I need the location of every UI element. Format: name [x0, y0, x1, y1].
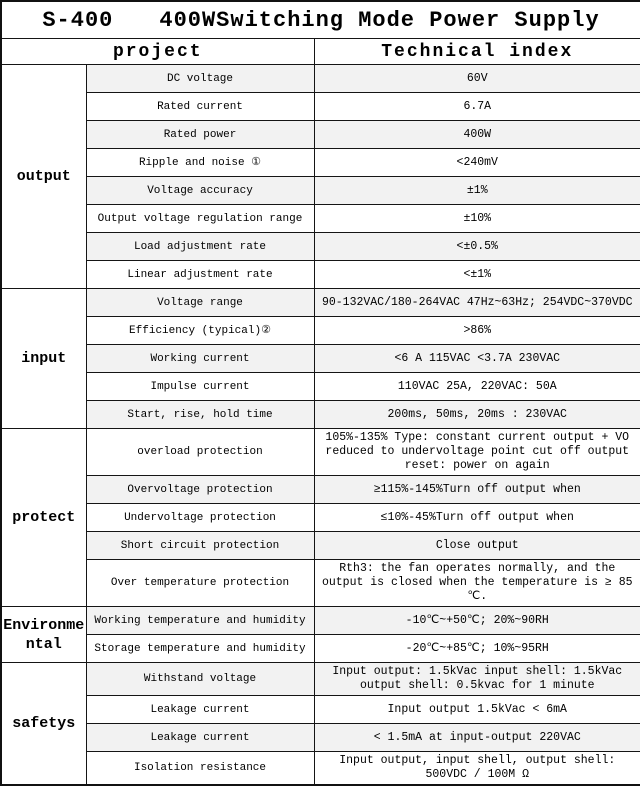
value-cell: 400W	[314, 121, 640, 149]
value-cell: -20℃~+85℃; 10%~95RH	[314, 635, 640, 663]
table-row	[1, 149, 640, 177]
parameter-cell: Voltage accuracy	[86, 177, 314, 205]
table-row	[1, 233, 640, 261]
table-row	[1, 476, 640, 504]
value-cell: < 1.5mA at input-output 220VAC	[314, 724, 640, 752]
parameter-cell: Impulse current	[86, 373, 314, 401]
parameter-cell: Linear adjustment rate	[86, 261, 314, 289]
parameter-cell: Start, rise, hold time	[86, 401, 314, 429]
parameter-cell: Short circuit protection	[86, 532, 314, 560]
value-cell: 105%-135% Type: constant current output + VO reduced to undervoltage point cut off output reset: power on again	[314, 429, 640, 476]
table-row	[1, 401, 640, 429]
value-cell: ≤10%-45%Turn off output when	[314, 504, 640, 532]
value-cell: ≥115%-145%Turn off output when	[314, 476, 640, 504]
value-cell: Rth3: the fan operates normally, and the output is closed when the temperature is ≥ 85 ℃.	[314, 560, 640, 607]
parameter-cell: Load adjustment rate	[86, 233, 314, 261]
table-row	[1, 635, 640, 663]
table-row	[1, 177, 640, 205]
category-cell: safetys	[1, 663, 86, 786]
header-row	[1, 39, 640, 65]
parameter-cell: Output voltage regulation range	[86, 205, 314, 233]
table-row	[1, 65, 640, 93]
table-row	[1, 752, 640, 786]
value-cell: 200ms, 50ms, 20ms : 230VAC	[314, 401, 640, 429]
parameter-cell: Voltage range	[86, 289, 314, 317]
table-row	[1, 504, 640, 532]
table-row	[1, 289, 640, 317]
table-row	[1, 663, 640, 696]
table-row	[1, 373, 640, 401]
table-row	[1, 345, 640, 373]
value-cell: 90-132VAC/180-264VAC 47Hz~63Hz; 254VDC~370VDC	[314, 289, 640, 317]
table-row	[1, 607, 640, 635]
table-row	[1, 261, 640, 289]
parameter-cell: Efficiency (typical)②	[86, 317, 314, 345]
category-cell: protect	[1, 429, 86, 607]
value-cell: ±1%	[314, 177, 640, 205]
column-header-project: project	[1, 39, 314, 65]
table-row	[1, 532, 640, 560]
table-row	[1, 429, 640, 476]
parameter-cell: Rated current	[86, 93, 314, 121]
table-row	[1, 121, 640, 149]
parameter-cell: Working current	[86, 345, 314, 373]
parameter-cell: DC voltage	[86, 65, 314, 93]
table-row	[1, 560, 640, 607]
value-cell: >86%	[314, 317, 640, 345]
table-row	[1, 93, 640, 121]
table-row	[1, 317, 640, 345]
parameter-cell: Leakage current	[86, 696, 314, 724]
parameter-cell: Undervoltage protection	[86, 504, 314, 532]
parameter-cell: Working temperature and humidity	[86, 607, 314, 635]
value-cell: 60V	[314, 65, 640, 93]
category-cell: input	[1, 289, 86, 429]
value-cell: <6 A 115VAC <3.7A 230VAC	[314, 345, 640, 373]
value-cell: <±0.5%	[314, 233, 640, 261]
category-cell: output	[1, 65, 86, 289]
table-row	[1, 205, 640, 233]
value-cell: -10℃~+50℃; 20%~90RH	[314, 607, 640, 635]
parameter-cell: Overvoltage protection	[86, 476, 314, 504]
value-cell: 6.7A	[314, 93, 640, 121]
parameter-cell: Storage temperature and humidity	[86, 635, 314, 663]
parameter-cell: Rated power	[86, 121, 314, 149]
value-cell: Input output 1.5kVac < 6mA	[314, 696, 640, 724]
parameter-cell: Leakage current	[86, 724, 314, 752]
category-cell: Environmental	[1, 607, 86, 663]
page-title	[1, 1, 640, 39]
parameter-cell: Isolation resistance	[86, 752, 314, 786]
value-cell: <±1%	[314, 261, 640, 289]
table-row	[1, 696, 640, 724]
value-cell: Close output	[314, 532, 640, 560]
model-label: S-400	[42, 7, 114, 33]
parameter-cell: overload protection	[86, 429, 314, 476]
title-row	[1, 1, 640, 39]
product-name-label: 400WSwitching Mode Power Supply	[159, 7, 600, 33]
column-header-technical-index: Technical index	[314, 39, 640, 65]
spec-table-body	[1, 1, 640, 785]
value-cell: ±10%	[314, 205, 640, 233]
value-cell: 110VAC 25A, 220VAC: 50A	[314, 373, 640, 401]
value-cell: Input output, input shell, output shell: 500VDC / 100M Ω	[314, 752, 640, 786]
value-cell: <240mV	[314, 149, 640, 177]
parameter-cell: Over temperature protection	[86, 560, 314, 607]
table-row	[1, 724, 640, 752]
value-cell: Input output: 1.5kVac input shell: 1.5kVac output shell: 0.5kvac for 1 minute	[314, 663, 640, 696]
parameter-cell: Withstand voltage	[86, 663, 314, 696]
parameter-cell: Ripple and noise ①	[86, 149, 314, 177]
